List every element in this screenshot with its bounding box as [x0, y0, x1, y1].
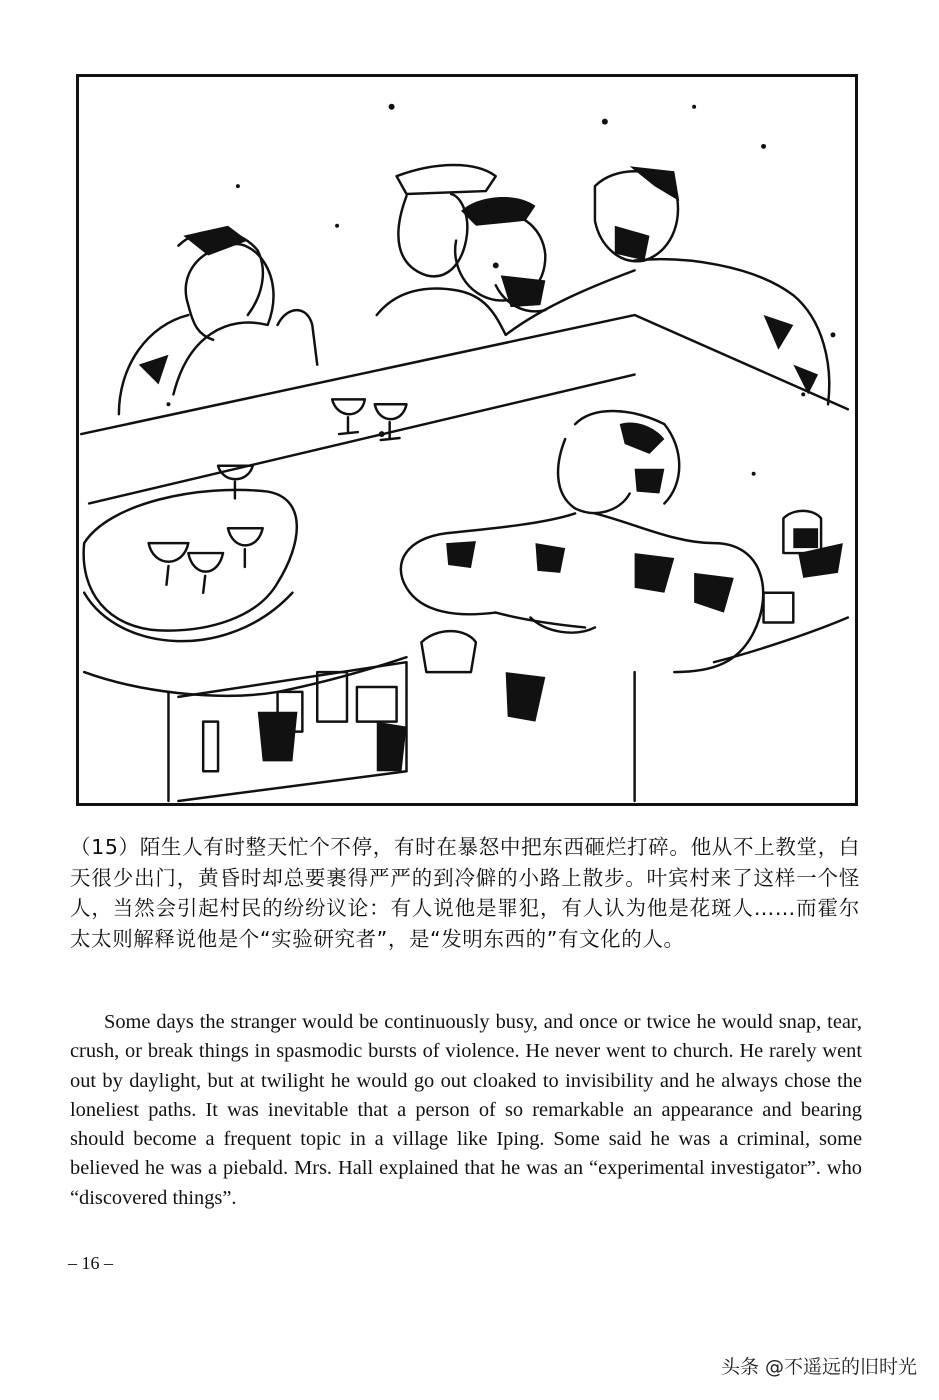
- pub-drawing: [79, 77, 855, 803]
- wine-glasses: [218, 399, 406, 498]
- barmaid-body: [595, 513, 763, 672]
- figure-left: [173, 244, 273, 394]
- bottles: [203, 511, 821, 771]
- figure-hat: [397, 165, 496, 194]
- barmaid-face: [558, 439, 630, 513]
- watermark: 头条 @不遥远的旧时光: [720, 1356, 917, 1378]
- ink-speckles: [166, 104, 835, 476]
- page-number: – 16 –: [68, 1253, 113, 1273]
- back-table-edge: [81, 315, 848, 434]
- glasses-round-table: [149, 528, 263, 592]
- illustration-pub-scene: [76, 74, 858, 806]
- caption-chinese: （15）陌生人有时整天忙个不停，有时在暴怒中把东西砸烂打碎。他从不上教堂，白天很少出门，黄昏时却总要裹得严严的到冷僻的小路上散步。叶宾村来了这样一个怪人，当然会引起村民的纷纷议论：有人说他是罪犯，有人认为他是花斑人……而霍尔太太则解释说他是个“实验研究者”，是“发明东西的”有文化的人。: [70, 835, 860, 951]
- caption-english: Some days the stranger would be continuously busy, and once or twice he would snap, tear, crush, or break things in spasmodic bursts of violence. He never went to church. He rarely went out by daylight, but at twilight he would go out cloaked to invisibility and he always chose the loneliest paths. It was inevitable that a person of so remarkable an appearance and bearing should become a frequent topic in a village like Iping. Some said he was a criminal, some believed he was a piebald. Mrs. Hall explained that he was an “experimental investigator”. who “discovered things”.: [70, 1011, 862, 1209]
- figure-left-hand: [278, 310, 318, 365]
